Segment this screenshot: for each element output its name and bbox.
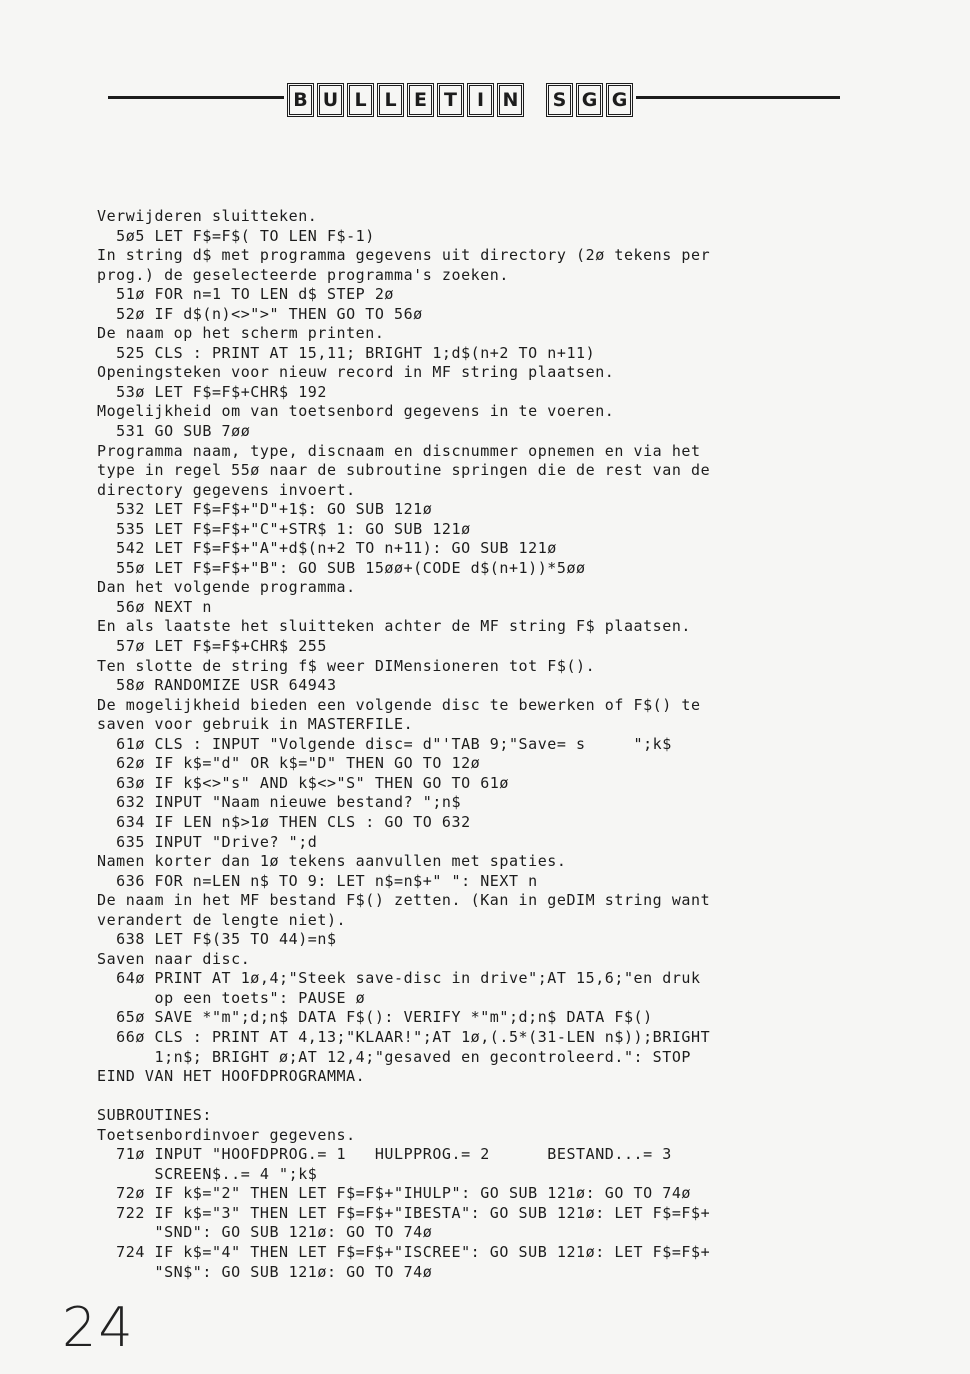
- listing-line: op een toets": PAUSE ø: [97, 988, 366, 1007]
- logo-letter: G: [606, 83, 633, 117]
- logo-letter: S: [546, 83, 573, 117]
- listing-line: 532 LET F$=F$+"D"+1$: GO SUB 121ø: [97, 500, 433, 519]
- listing-line: SUBROUTINES:: [97, 1106, 212, 1125]
- listing-line: 638 LET F$(35 TO 44)=n$: [97, 930, 337, 949]
- listing-line: 66ø CLS : PRINT AT 4,13;"KLAAR!";AT 1ø,(.5*(31-LEN n$));BRIGHT: [97, 1027, 711, 1046]
- logo-letter: T: [437, 83, 464, 117]
- listing-line: type in regel 55ø naar de subroutine springen die de rest van de: [97, 461, 711, 480]
- listing-line: Dan het volgende programma.: [97, 578, 356, 597]
- listing-line: SCREEN$..= 4 ";k$: [97, 1164, 318, 1183]
- logo-letter: I: [467, 83, 494, 117]
- listing-line: 62ø IF k$="d" OR k$="D" THEN GO TO 12ø: [97, 754, 481, 773]
- listing-line: 56ø NEXT n: [97, 597, 212, 616]
- listing-line: 71ø INPUT "HOOFDPROG.= 1 HULPPROG.= 2 BESTAND...= 3: [97, 1145, 672, 1164]
- bulletin-header: [108, 80, 840, 130]
- listing-line: 57ø LET F$=F$+CHR$ 255: [97, 637, 327, 656]
- logo-letter: N: [497, 83, 524, 117]
- bulletin-logo: [284, 80, 636, 120]
- listing-line: 55ø LET F$=F$+"B": GO SUB 15øø+(CODE d$(n+1))*5øø: [97, 558, 586, 577]
- listing-line: 72ø IF k$="2" THEN LET F$=F$+"IHULP": GO SUB 121ø: GO TO 74ø: [97, 1184, 692, 1203]
- page-number: 24: [62, 1296, 135, 1359]
- listing-line: Mogelijkheid om van toetsenbord gegevens in te voeren.: [97, 402, 615, 421]
- listing-line: 531 GO SUB 7øø: [97, 422, 251, 441]
- listing-line: 64ø PRINT AT 1ø,4;"Steek save-disc in drive";AT 15,6;"en druk: [97, 969, 701, 988]
- listing-line: 63ø IF k$<>"s" AND k$<>"S" THEN GO TO 61ø: [97, 773, 509, 792]
- listing-line: 632 INPUT "Naam nieuwe bestand? ";n$: [97, 793, 462, 812]
- listing-line: Programma naam, type, discnaam en discnummer opnemen en via het: [97, 441, 701, 460]
- listing-line: Ten slotte de string f$ weer DIMensioneren tot F$().: [97, 656, 596, 675]
- listing-line: directory gegevens invoert.: [97, 480, 356, 499]
- listing-line: Namen korter dan 1ø tekens aanvullen met spaties.: [97, 852, 567, 871]
- listing-line: 535 LET F$=F$+"C"+STR$ 1: GO SUB 121ø: [97, 519, 471, 538]
- listing-line: 53ø LET F$=F$+CHR$ 192: [97, 382, 327, 401]
- listing-line: De naam op het scherm printen.: [97, 324, 385, 343]
- listing-line: 525 CLS : PRINT AT 15,11; BRIGHT 1;d$(n+2 TO n+11): [97, 343, 596, 362]
- logo-letter: G: [576, 83, 603, 117]
- listing-line: 65ø SAVE *"m";d;n$ DATA F$(): VERIFY *"m";d;n$ DATA F$(): [97, 1008, 653, 1027]
- listing-line: 542 LET F$=F$+"A"+d$(n+2 TO n+11): GO SUB 121ø: [97, 539, 557, 558]
- listing-line: [97, 1087, 857, 1107]
- listing-line: 634 IF LEN n$>1ø THEN CLS : GO TO 632: [97, 812, 471, 831]
- listing-line: "SND": GO SUB 121ø: GO TO 74ø: [97, 1223, 433, 1242]
- listing-line: 61ø CLS : INPUT "Volgende disc= d"'TAB 9;"Save= s ";k$: [97, 734, 672, 753]
- listing-line: De mogelijkheid bieden een volgende disc te bewerken of F$() te: [97, 695, 701, 714]
- listing-line: 52ø IF d$(n)<>">" THEN GO TO 56ø: [97, 304, 423, 323]
- logo-letter: B: [287, 83, 314, 117]
- logo-letter: U: [317, 83, 344, 117]
- logo-letter: E: [407, 83, 434, 117]
- listing-line: Toetsenbordinvoer gegevens.: [97, 1125, 356, 1144]
- logo-letter: L: [377, 83, 404, 117]
- header-rule-right: [636, 96, 840, 99]
- listing-line: 1;n$; BRIGHT ø;AT 12,4;"gesaved en gecontroleerd.": STOP: [97, 1047, 692, 1066]
- listing-line: 635 INPUT "Drive? ";d: [97, 832, 318, 851]
- listing-line: 724 IF k$="4" THEN LET F$=F$+"ISCREE": GO SUB 121ø: LET F$=F$+: [97, 1242, 711, 1261]
- program-listing: [97, 207, 857, 1282]
- listing-line: En als laatste het sluitteken achter de MF string F$ plaatsen.: [97, 617, 692, 636]
- listing-line: Verwijderen sluitteken.: [97, 207, 318, 225]
- listing-line: saven voor gebruik in MASTERFILE.: [97, 715, 414, 734]
- header-rule-left: [108, 96, 284, 99]
- listing-line: In string d$ met programma gegevens uit directory (2ø tekens per: [97, 246, 711, 265]
- listing-line: Saven naar disc.: [97, 949, 251, 968]
- listing-line: 51ø FOR n=1 TO LEN d$ STEP 2ø: [97, 285, 395, 304]
- listing-line: 5ø5 LET F$=F$( TO LEN F$-1): [97, 226, 375, 245]
- listing-line: EIND VAN HET HOOFDPROGRAMMA.: [97, 1067, 366, 1086]
- listing-line: prog.) de geselecteerde programma's zoeken.: [97, 265, 509, 284]
- listing-line: 722 IF k$="3" THEN LET F$=F$+"IBESTA": GO SUB 121ø: LET F$=F$+: [97, 1203, 711, 1222]
- logo-letter: L: [347, 83, 374, 117]
- listing-line: verandert de lengte niet).: [97, 910, 347, 929]
- listing-line: "SN$": GO SUB 121ø: GO TO 74ø: [97, 1262, 433, 1281]
- listing-line: 636 FOR n=LEN n$ TO 9: LET n$=n$+" ": NEXT n: [97, 871, 538, 890]
- listing-line: Openingsteken voor nieuw record in MF string plaatsen.: [97, 363, 615, 382]
- listing-line: De naam in het MF bestand F$() zetten. (Kan in geDIM string want: [97, 891, 711, 910]
- listing-line: 58ø RANDOMIZE USR 64943: [97, 676, 337, 695]
